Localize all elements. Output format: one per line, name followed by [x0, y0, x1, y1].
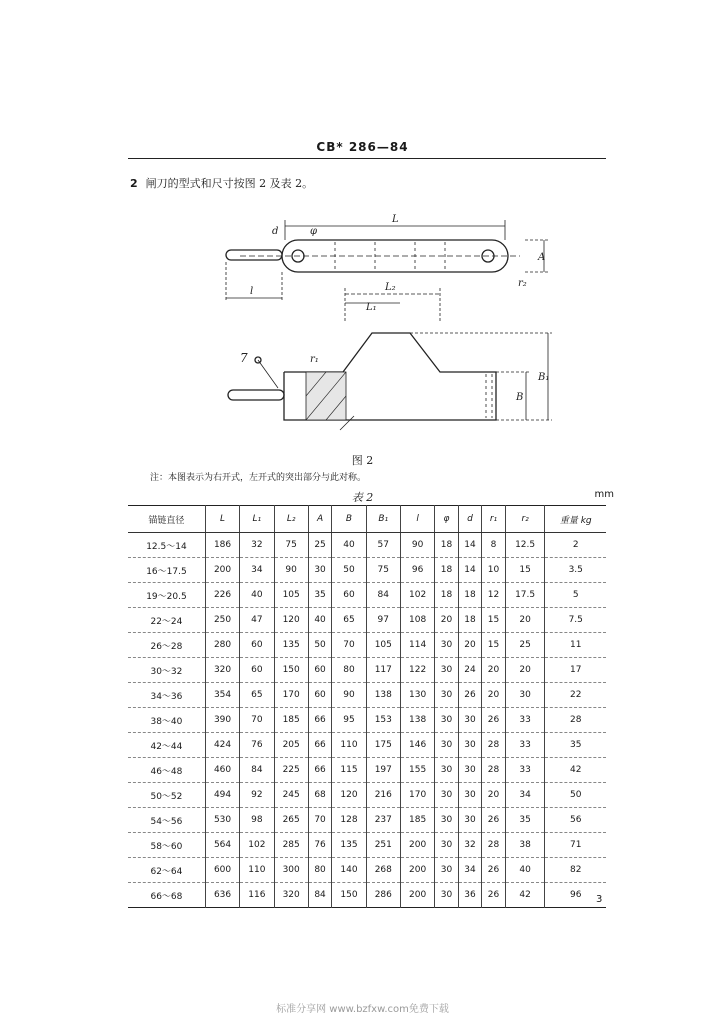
table-cell: 197: [366, 758, 400, 783]
table-cell: 200: [205, 558, 239, 583]
table-cell: 12: [482, 583, 506, 608]
figure-note: 注：本图表示为右开式，左开式的突出部分与此对称。: [150, 473, 367, 483]
table-cell: 2: [545, 533, 606, 558]
table-cell: 40: [240, 583, 274, 608]
table-row: [128, 783, 606, 808]
dim-label-phi: φ: [310, 226, 318, 237]
table-cell: 30: [435, 683, 459, 708]
table-cell: 26: [482, 858, 506, 883]
table-cell: 60: [240, 658, 274, 683]
table-cell: 600: [205, 858, 239, 883]
table-cell: 265: [274, 808, 308, 833]
table-cell: 95: [332, 708, 366, 733]
column-header: A: [308, 506, 332, 533]
table-cell: 320: [205, 658, 239, 683]
table-cell: 268: [366, 858, 400, 883]
table-cell: 76: [308, 833, 332, 858]
table-cell: 116: [240, 883, 274, 908]
table-cell: 105: [366, 633, 400, 658]
table-row: [128, 708, 606, 733]
table-cell: 46～48: [128, 758, 205, 783]
table-cell: 237: [366, 808, 400, 833]
column-header: B: [332, 506, 366, 533]
table-row: [128, 683, 606, 708]
table-cell: 110: [332, 733, 366, 758]
table-cell: 36: [458, 883, 482, 908]
table-cell: 60: [308, 658, 332, 683]
table-cell: 460: [205, 758, 239, 783]
table-cell: 66: [308, 708, 332, 733]
table-cell: 30: [458, 733, 482, 758]
table-cell: 108: [400, 608, 434, 633]
table-cell: 135: [332, 833, 366, 858]
table-cell: 47: [240, 608, 274, 633]
table-cell: 110: [240, 858, 274, 883]
table-cell: 30: [435, 833, 459, 858]
table-cell: 28: [545, 708, 606, 733]
table-cell: 150: [332, 883, 366, 908]
table-cell: 170: [400, 783, 434, 808]
table-row: [128, 658, 606, 683]
table-cell: 30: [505, 683, 545, 708]
table-cell: 26: [482, 708, 506, 733]
technical-drawing: [0, 0, 725, 450]
table-cell: 66～68: [128, 883, 205, 908]
table-cell: 30: [308, 558, 332, 583]
table-cell: 185: [274, 708, 308, 733]
table-cell: 11: [545, 633, 606, 658]
table-cell: 58～60: [128, 833, 205, 858]
column-header: L₁: [240, 506, 274, 533]
table-cell: 117: [366, 658, 400, 683]
table-cell: 66: [308, 758, 332, 783]
table-cell: 19～20.5: [128, 583, 205, 608]
table-cell: 20: [505, 658, 545, 683]
table-cell: 226: [205, 583, 239, 608]
table-cell: 71: [545, 833, 606, 858]
table-cell: 300: [274, 858, 308, 883]
table-cell: 34～36: [128, 683, 205, 708]
table-cell: 26: [458, 683, 482, 708]
table-row: [128, 858, 606, 883]
table-cell: 150: [274, 658, 308, 683]
table-row: [128, 733, 606, 758]
table-cell: 28: [482, 833, 506, 858]
table-cell: 40: [308, 608, 332, 633]
column-header: r₂: [505, 506, 545, 533]
table-cell: 96: [400, 558, 434, 583]
table-cell: 34: [458, 858, 482, 883]
table-cell: 22: [545, 683, 606, 708]
table-cell: 155: [400, 758, 434, 783]
watermark: 标准分享网 www.bzfxw.com免费下载: [276, 1004, 449, 1015]
table-cell: 5: [545, 583, 606, 608]
table-cell: 90: [400, 533, 434, 558]
dim-label-r2: r₂: [518, 278, 527, 289]
table-cell: 60: [332, 583, 366, 608]
dim-label-L: L: [392, 214, 399, 225]
table-cell: 205: [274, 733, 308, 758]
table-cell: 22～24: [128, 608, 205, 633]
table-cell: 10: [482, 558, 506, 583]
table-cell: 30: [435, 858, 459, 883]
table-cell: 225: [274, 758, 308, 783]
table-cell: 17: [545, 658, 606, 683]
table-cell: 42: [505, 883, 545, 908]
section-text: 闸刀的型式和尺寸按图 2 及表 2。: [145, 177, 314, 190]
table-cell: 50: [308, 633, 332, 658]
table-cell: 26: [482, 808, 506, 833]
table-cell: 170: [274, 683, 308, 708]
table-cell: 8: [482, 533, 506, 558]
table-row: [128, 583, 606, 608]
standard-code-header: CB* 286—84: [316, 140, 409, 154]
table-cell: 120: [332, 783, 366, 808]
table-cell: 75: [274, 533, 308, 558]
table-cell: 3.5: [545, 558, 606, 583]
table-cell: 84: [308, 883, 332, 908]
table-cell: 42: [545, 758, 606, 783]
dim-label-B: B: [516, 392, 524, 403]
table-cell: 18: [458, 583, 482, 608]
table-cell: 30: [435, 733, 459, 758]
table-cell: 186: [205, 533, 239, 558]
table-cell: 90: [274, 558, 308, 583]
table-cell: 70: [240, 708, 274, 733]
table-cell: 50: [545, 783, 606, 808]
table-cell: 75: [366, 558, 400, 583]
table-row: [128, 633, 606, 658]
column-header: φ: [435, 506, 459, 533]
table-cell: 70: [308, 808, 332, 833]
dim-label-B1: B₁: [538, 372, 550, 383]
table-cell: 20: [482, 658, 506, 683]
table-cell: 12.5～14: [128, 533, 205, 558]
dim-label-r1: r₁: [310, 354, 319, 365]
table-cell: 494: [205, 783, 239, 808]
table-cell: 42～44: [128, 733, 205, 758]
table-cell: 122: [400, 658, 434, 683]
column-header: 锚链直径: [128, 506, 205, 533]
figure-caption: 图 2: [351, 454, 374, 467]
table-cell: 60: [240, 633, 274, 658]
table-cell: 50: [332, 558, 366, 583]
column-header: 重量 kg: [545, 506, 606, 533]
table-cell: 33: [505, 758, 545, 783]
table-cell: 30: [435, 758, 459, 783]
table-cell: 185: [400, 808, 434, 833]
table-cell: 34: [505, 783, 545, 808]
table-cell: 35: [308, 583, 332, 608]
table-cell: 34: [240, 558, 274, 583]
table-cell: 32: [458, 833, 482, 858]
table-cell: 30～32: [128, 658, 205, 683]
table-cell: 26: [482, 883, 506, 908]
table-cell: 76: [240, 733, 274, 758]
column-header: L₂: [274, 506, 308, 533]
table-cell: 175: [366, 733, 400, 758]
table-cell: 20: [435, 608, 459, 633]
table-cell: 15: [505, 558, 545, 583]
table-cell: 102: [400, 583, 434, 608]
table-cell: 20: [482, 683, 506, 708]
column-header: r₁: [482, 506, 506, 533]
table-cell: 80: [332, 658, 366, 683]
table-cell: 65: [240, 683, 274, 708]
table-cell: 33: [505, 708, 545, 733]
table-cell: 90: [332, 683, 366, 708]
table-cell: 50～52: [128, 783, 205, 808]
table-cell: 28: [482, 758, 506, 783]
column-header: d: [458, 506, 482, 533]
table-cell: 286: [366, 883, 400, 908]
table-cell: 30: [458, 808, 482, 833]
table-cell: 40: [505, 858, 545, 883]
dim-label-l: l: [250, 286, 254, 297]
column-header: B₁: [366, 506, 400, 533]
table-header-row: [128, 506, 606, 533]
table-cell: 54～56: [128, 808, 205, 833]
table-cell: 285: [274, 833, 308, 858]
table-cell: 153: [366, 708, 400, 733]
detail-marker-7: 7: [240, 351, 248, 365]
table-cell: 251: [366, 833, 400, 858]
column-header: L: [205, 506, 239, 533]
table-cell: 16～17.5: [128, 558, 205, 583]
table-cell: 82: [545, 858, 606, 883]
table-cell: 18: [435, 533, 459, 558]
table-cell: 135: [274, 633, 308, 658]
table-cell: 30: [458, 783, 482, 808]
table-cell: 57: [366, 533, 400, 558]
table-cell: 25: [308, 533, 332, 558]
table-cell: 424: [205, 733, 239, 758]
table-cell: 354: [205, 683, 239, 708]
table-cell: 140: [332, 858, 366, 883]
table-cell: 66: [308, 733, 332, 758]
table-row: [128, 558, 606, 583]
table-cell: 60: [308, 683, 332, 708]
table-cell: 33: [505, 733, 545, 758]
table-cell: 120: [274, 608, 308, 633]
table-cell: 32: [240, 533, 274, 558]
table-row: [128, 883, 606, 908]
table-body: [128, 533, 606, 908]
table-cell: 97: [366, 608, 400, 633]
table-cell: 26～28: [128, 633, 205, 658]
table-cell: 320: [274, 883, 308, 908]
table-cell: 15: [482, 608, 506, 633]
dim-label-L2: L₂: [385, 282, 396, 293]
table-cell: 12.5: [505, 533, 545, 558]
table-row: [128, 833, 606, 858]
table-cell: 138: [366, 683, 400, 708]
table-row: [128, 533, 606, 558]
table-cell: 245: [274, 783, 308, 808]
section-number: 2: [130, 177, 138, 190]
table-cell: 20: [458, 633, 482, 658]
dim-label-L1: L₁: [366, 302, 377, 313]
table-cell: 24: [458, 658, 482, 683]
table-cell: 200: [400, 833, 434, 858]
table-cell: 20: [482, 783, 506, 808]
table-cell: 70: [332, 633, 366, 658]
table-cell: 62～64: [128, 858, 205, 883]
table-cell: 216: [366, 783, 400, 808]
table-cell: 20: [505, 608, 545, 633]
table-cell: 80: [308, 858, 332, 883]
table-cell: 84: [366, 583, 400, 608]
table-cell: 7.5: [545, 608, 606, 633]
spec-table: [128, 505, 606, 908]
table-cell: 35: [545, 733, 606, 758]
table-cell: 18: [435, 583, 459, 608]
table-cell: 30: [458, 708, 482, 733]
table-cell: 15: [482, 633, 506, 658]
table-cell: 530: [205, 808, 239, 833]
table-cell: 65: [332, 608, 366, 633]
dim-label-A: A: [538, 252, 546, 263]
table-cell: 105: [274, 583, 308, 608]
table-cell: 17.5: [505, 583, 545, 608]
table-title: 表 2: [351, 491, 374, 504]
table-cell: 128: [332, 808, 366, 833]
table-cell: 102: [240, 833, 274, 858]
table-cell: 96: [545, 883, 606, 908]
column-header: l: [400, 506, 434, 533]
table-cell: 30: [435, 633, 459, 658]
table-cell: 115: [332, 758, 366, 783]
table-cell: 14: [458, 533, 482, 558]
table-cell: 14: [458, 558, 482, 583]
table-cell: 56: [545, 808, 606, 833]
table-row: [128, 808, 606, 833]
dim-label-d: d: [272, 226, 279, 237]
table-cell: 390: [205, 708, 239, 733]
table-row: [128, 608, 606, 633]
table-cell: 30: [435, 783, 459, 808]
table-cell: 92: [240, 783, 274, 808]
table-cell: 250: [205, 608, 239, 633]
table-cell: 30: [435, 658, 459, 683]
table-cell: 18: [458, 608, 482, 633]
table-cell: 68: [308, 783, 332, 808]
table-cell: 564: [205, 833, 239, 858]
table-cell: 280: [205, 633, 239, 658]
table-cell: 200: [400, 858, 434, 883]
table-cell: 98: [240, 808, 274, 833]
table-cell: 38～40: [128, 708, 205, 733]
table-cell: 35: [505, 808, 545, 833]
table-cell: 28: [482, 733, 506, 758]
table-cell: 114: [400, 633, 434, 658]
table-cell: 84: [240, 758, 274, 783]
table-cell: 30: [435, 708, 459, 733]
table-cell: 40: [332, 533, 366, 558]
side-view-pin: [228, 390, 284, 400]
table-cell: 25: [505, 633, 545, 658]
page-number: 3: [596, 894, 603, 905]
table-cell: 200: [400, 883, 434, 908]
table-cell: 30: [435, 808, 459, 833]
table-cell: 138: [400, 708, 434, 733]
table-row: [128, 758, 606, 783]
table-cell: 38: [505, 833, 545, 858]
table-cell: 636: [205, 883, 239, 908]
table-cell: 130: [400, 683, 434, 708]
table-cell: 18: [435, 558, 459, 583]
table-cell: 146: [400, 733, 434, 758]
table-cell: 30: [435, 883, 459, 908]
table-cell: 30: [458, 758, 482, 783]
table-unit: mm: [594, 489, 614, 500]
top-view-pin: [226, 250, 282, 260]
